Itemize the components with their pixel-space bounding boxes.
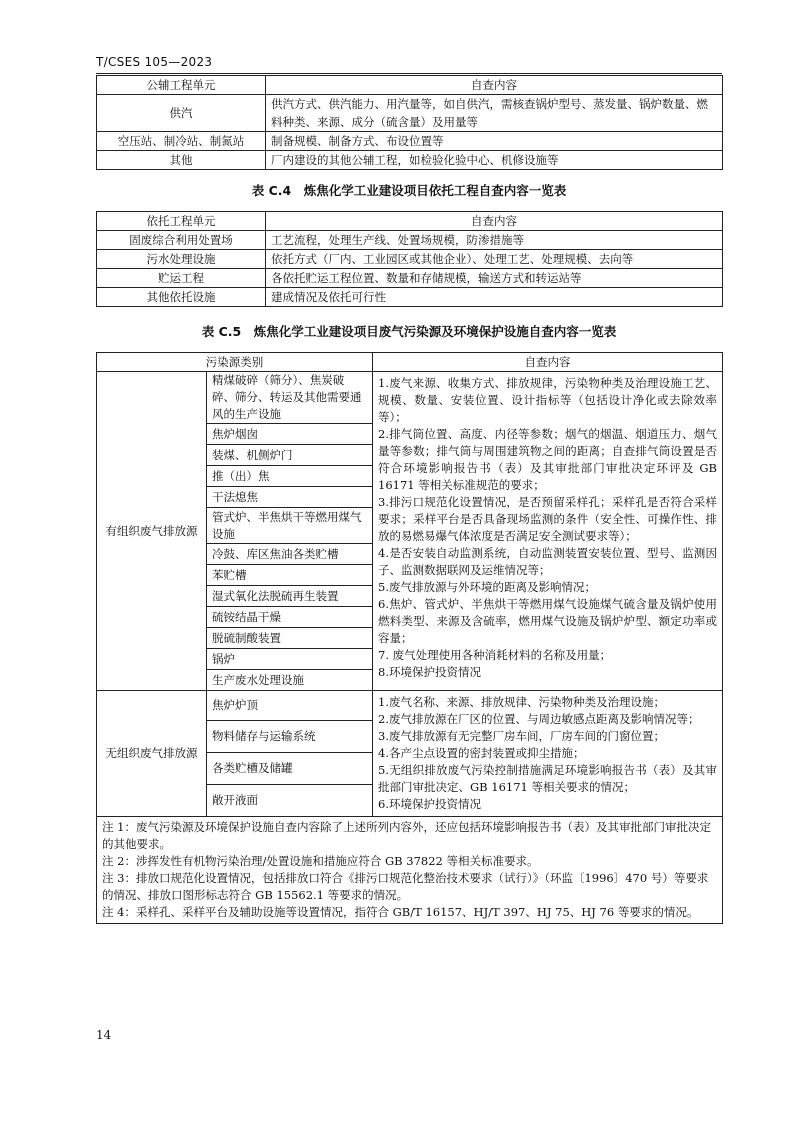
table-row xyxy=(97,250,723,269)
table-row xyxy=(97,95,723,132)
category-cell: 无组织废气排放源 xyxy=(97,691,207,817)
content-cell-fugitive xyxy=(373,691,723,817)
source-cell: 各类贮槽及储罐 xyxy=(207,753,373,785)
content-line: 8.环境保护投资情况 xyxy=(378,665,481,679)
table-row xyxy=(97,132,723,151)
content-line: 6.焦炉、管式炉、半焦烘干等燃用煤气设施煤气硫含量及锅炉使用燃料类型、来源及含硫率，燃用煤气设施及锅炉炉型、额定功率或容量； xyxy=(378,597,717,645)
table-c5 xyxy=(96,352,723,924)
content-line: 3.废气排放源有无完整厂房车间，厂房车间的门窗位置； xyxy=(378,729,665,743)
unit-cell: 贮运工程 xyxy=(97,269,266,288)
source-cell: 硫铵结晶干燥 xyxy=(207,607,373,628)
note: 注 2：涉挥发性有机物污染治理/处置设施和措施应符合 GB 37822 等相关标准要求。 xyxy=(102,854,539,868)
source-cell: 脱硫制酸装置 xyxy=(207,628,373,649)
content-line: 4.各产尘点设置的密封装置或抑尘措施； xyxy=(378,746,585,760)
col-header-content: 自查内容 xyxy=(373,353,723,372)
col-header-unit: 依托工程单元 xyxy=(97,212,266,231)
content-line: 7. 废气处理使用各种消耗材料的名称及用量； xyxy=(378,648,612,662)
content-cell: 建成情况及依托可行性 xyxy=(266,288,723,307)
source-cell: 湿式氧化法脱硫再生装置 xyxy=(207,586,373,607)
header-rule xyxy=(96,73,722,74)
source-cell: 精煤破碎（筛分）、焦炭破碎、筛分、转运及其他需要通风的生产设施 xyxy=(207,372,373,424)
table-row xyxy=(97,269,723,288)
col-header-content: 自查内容 xyxy=(266,76,723,95)
source-cell: 苯贮槽 xyxy=(207,565,373,586)
content-line: 2.废气排放源在厂区的位置、与周边敏感点距离及影响情况等； xyxy=(378,712,700,726)
document-code: T/CSES 105—2023 xyxy=(96,55,213,69)
content-cell: 工艺流程，处理生产线、处置场规模，防渗措施等 xyxy=(266,231,723,250)
page-number: 14 xyxy=(96,1028,112,1042)
content-cell: 供汽方式、供汽能力、用汽量等，如自供汽，需核查锅炉型号、蒸发量、锅炉数量、燃料种类、来源、成分（硫含量）及用量等 xyxy=(266,95,723,132)
notes-cell xyxy=(97,817,723,924)
source-cell: 敞开液面 xyxy=(207,785,373,817)
col-header-source-category: 污染源类别 xyxy=(97,353,373,372)
unit-cell: 固废综合利用处置场 xyxy=(97,231,266,250)
table-c4 xyxy=(96,211,723,307)
unit-cell: 污水处理设施 xyxy=(97,250,266,269)
source-cell: 焦炉炉顶 xyxy=(207,691,373,721)
content-cell: 厂内建设的其他公辅工程，如检验化验中心、机修设施等 xyxy=(266,151,723,170)
source-cell: 推（出）焦 xyxy=(207,466,373,487)
content-line: 4.是否安装自动监测系统，自动监测装置安装位置、型号、监测因子、监测数据联网及运维情况等； xyxy=(378,546,717,577)
col-header-unit: 公辅工程单元 xyxy=(97,76,266,95)
content-cell: 制备规模、制备方式、布设位置等 xyxy=(266,132,723,151)
content-cell: 各依托贮运工程位置、数量和存储规模，输送方式和转运站等 xyxy=(266,269,723,288)
source-cell: 焦炉烟囱 xyxy=(207,424,373,445)
table-row xyxy=(97,151,723,170)
content-line: 3.排污口规范化设置情况，是否预留采样孔；采样孔是否符合采样要求；采样平台是否具备现场监测的条件（安全性、可操作性、排放的易燃易爆气体浓度是否满足安全测试要求等）； xyxy=(378,495,717,543)
note: 注 1：废气污染源及环境保护设施自查内容除了上述所列内容外，还应包括环境影响报告书（表）及其审批部门审批决定的其他要求。 xyxy=(102,820,711,851)
notes-row xyxy=(97,817,723,924)
content-line: 6.环境保护投资情况 xyxy=(378,797,481,811)
source-cell: 物料储存与运输系统 xyxy=(207,721,373,753)
table-c3-continued xyxy=(96,75,723,170)
content-cell-organized xyxy=(373,372,723,691)
note: 注 4：采样孔、采样平台及辅助设施等设置情况，指符合 GB/T 16157、HJ/T 397、HJ 75、HJ 76 等要求的情况。 xyxy=(102,905,699,919)
source-cell: 冷鼓、库区焦油各类贮槽 xyxy=(207,544,373,565)
source-cell: 生产废水处理设施 xyxy=(207,670,373,691)
note: 注 3：排放口规范化设置情况，包括排放口符合《排污口规范化整治技术要求（试行）》（环监〔1996〕470 号）等要求的情况、排放口图形标志符合 GB 15562.1 等要求的情况。 xyxy=(102,871,709,902)
unit-cell: 供汽 xyxy=(97,95,266,132)
source-cell: 锅炉 xyxy=(207,649,373,670)
source-cell: 管式炉、半焦烘干等燃用煤气设施 xyxy=(207,508,373,544)
table-c5-caption: 表 C.5 炼焦化学工业建设项目废气污染源及环境保护设施自查内容一览表 xyxy=(201,324,617,339)
content-line: 1.废气名称、来源、排放规律、污染物种类及治理设施； xyxy=(378,695,665,709)
category-cell: 有组织废气排放源 xyxy=(97,372,207,691)
unit-cell: 其他 xyxy=(97,151,266,170)
unit-cell: 空压站、制冷站、制氮站 xyxy=(97,132,266,151)
source-cell: 干法熄焦 xyxy=(207,487,373,508)
content-line: 1.废气来源、收集方式、排放规律，污染物种类及治理设施工艺、规模、数量、安装位置、设计指标等（包括设计净化或去除效率等）； xyxy=(378,376,717,424)
table-row xyxy=(97,231,723,250)
content-line: 2.排气筒位置、高度、内径等参数；烟气的烟温、烟道压力、烟气量等参数；排气筒与周围建筑物之间的距离；自查排气筒设置是否符合环境影响报告书（表）及其审批部门审批决定环评及 GB 16171 等相关标准规范的要求； xyxy=(378,427,717,492)
table-row xyxy=(97,691,723,721)
source-cell: 装煤、机侧炉门 xyxy=(207,445,373,466)
content-line: 5.废气排放源与外环境的距离及影响情况； xyxy=(378,580,596,594)
table-c4-caption: 表 C.4 炼焦化学工业建设项目依托工程自查内容一览表 xyxy=(251,183,567,198)
unit-cell: 其他依托设施 xyxy=(97,288,266,307)
content-line: 5.无组织排放废气污染控制措施满足环境影响报告书（表）及其审批部门审批决定、GB 16171 等相关要求的情况； xyxy=(378,763,717,794)
col-header-content: 自查内容 xyxy=(266,212,723,231)
content-cell: 依托方式（厂内、工业园区或其他企业）、处理工艺、处理规模、去向等 xyxy=(266,250,723,269)
table-row xyxy=(97,372,723,424)
table-row xyxy=(97,288,723,307)
